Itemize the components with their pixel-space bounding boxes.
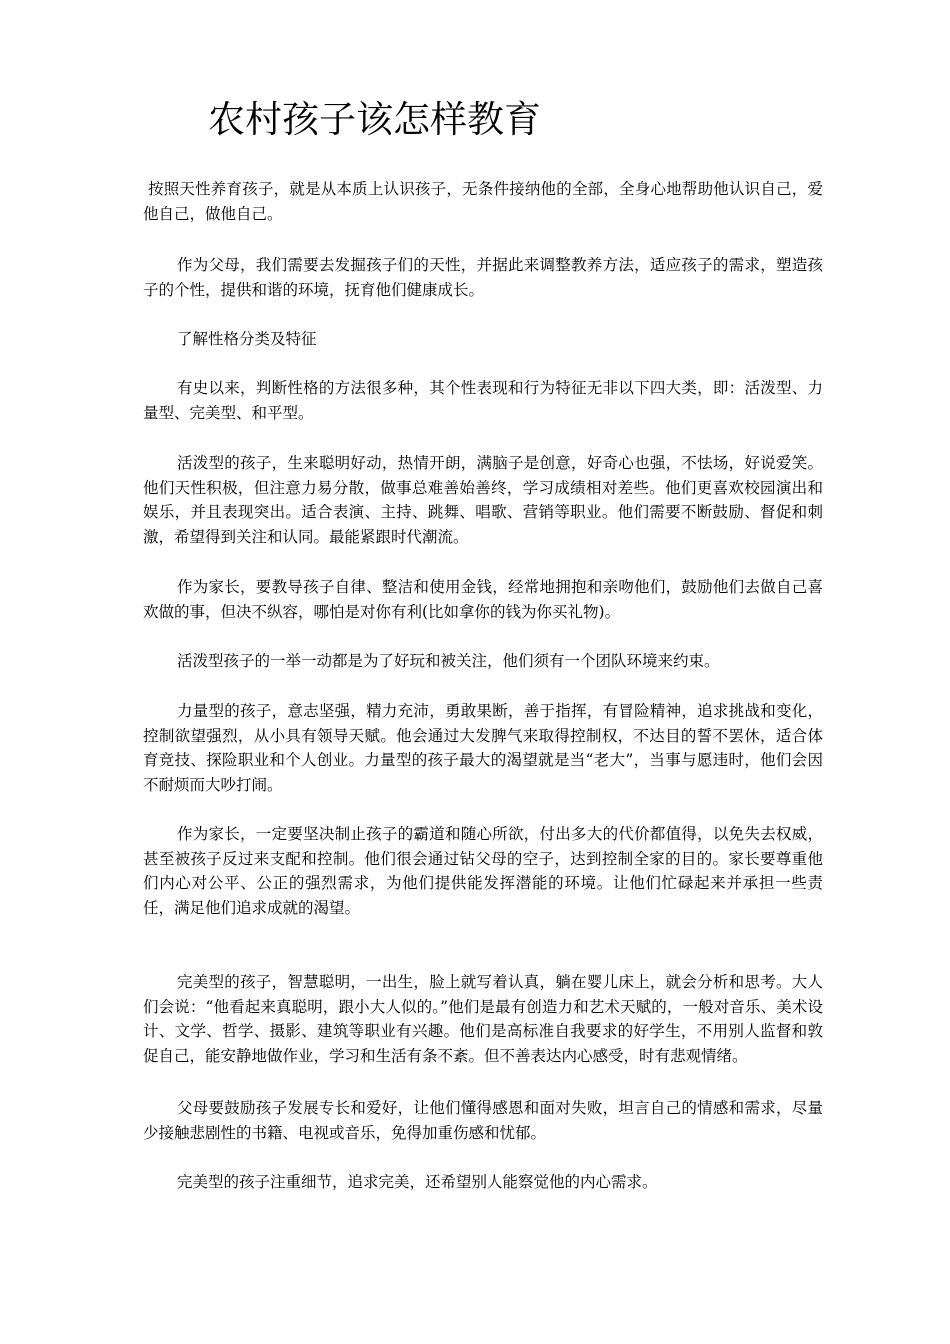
paragraph-4: 有史以来，判断性格的方法很多种，其个性表现和行为特征无非以下四大类，即：活泼型、力量型、完美型、和平型。 (143, 379, 823, 422)
paragraph-6: 作为家长，要教导孩子自律、整洁和使用金钱，经常地拥抱和亲吻他们，鼓励他们去做自己喜欢做的事，但决不纵容，哪怕是对你有利(比如拿你的钱为你买礼物)。 (143, 578, 823, 621)
paragraph-11: 父母要鼓励孩子发展专长和爱好，让他们懂得感恩和面对失败，坦言自己的情感和需求，尽量少接触悲剧性的书籍、电视或音乐，免得加重伤感和忧郁。 (143, 1099, 823, 1142)
paragraph-7: 活泼型孩子的一举一动都是为了好玩和被关注，他们须有一个团队环境来约束。 (177, 652, 720, 670)
paragraph-8: 力量型的孩子，意志坚强，精力充沛，勇敢果断，善于指挥，有冒险精神，追求挑战和变化，控制欲望强烈，从小具有领导天赋。他会通过大发脾气来取得控制权，不达目的誓不罢休，适合体育竞技、探险职业和个人创业。力量型的孩子最大的渴望就是当“老大”，当事与愿违时，他们会因不耐烦而大吵打闹。 (143, 702, 823, 794)
paragraph-10: 完美型的孩子，智慧聪明，一出生，脸上就写着认真，躺在婴儿床上，就会分析和思考。大人们会说：“他看起来真聪明，跟小大人似的。”他们是最有创造力和艺术天赋的，一般对音乐、美术设计、文学、哲学、摄影、建筑等职业有兴趣。他们是高标准自我要求的好学生，不用别人监督和敦促自己，能安静地做作业，学习和生活有条不紊。但不善表达内心感受，时有悲观情绪。 (143, 973, 823, 1065)
paragraph-3-heading: 了解性格分类及特征 (177, 330, 317, 348)
paragraph-12: 完美型的孩子注重细节，追求完美，还希望别人能察觉他的内心需求。 (177, 1173, 658, 1191)
paragraph-2: 作为父母，我们需要去发掘孩子们的天性，并据此来调整教养方法，适应孩子的需求，塑造孩子的个性，提供和谐的环境，抚育他们健康成长。 (143, 256, 823, 299)
paragraph-5: 活泼型的孩子，生来聪明好动，热情开朗，满脑子是创意，好奇心也强，不怯场，好说爱笑。他们天性积极，但注意力易分散，做事总难善始善终，学习成绩相对差些。他们更喜欢校园演出和娱乐，并且表现突出。适合表演、主持、跳舞、唱歌、营销等职业。他们需要不断鼓励、督促和刺激，希望得到关注和认同。最能紧跟时代潮流。 (143, 454, 823, 546)
paragraph-9: 作为家长，一定要坚决制止孩子的霸道和随心所欲，付出多大的代价都值得，以免失去权威，甚至被孩子反过来支配和控制。他们很会通过钻父母的空子，达到控制全家的目的。家长要尊重他们内心对公平、公正的强烈需求，为他们提供能发挥潜能的环境。让他们忙碌起来并承担一些责任，满足他们追求成就的渴望。 (143, 825, 823, 917)
paragraph-1: 按照天性养育孩子，就是从本质上认识孩子，无条件接纳他的全部，全身心地帮助他认识自己，爱他自己，做他自己。 (143, 180, 823, 223)
document-title: 农村孩子该怎样教育 (208, 98, 541, 141)
